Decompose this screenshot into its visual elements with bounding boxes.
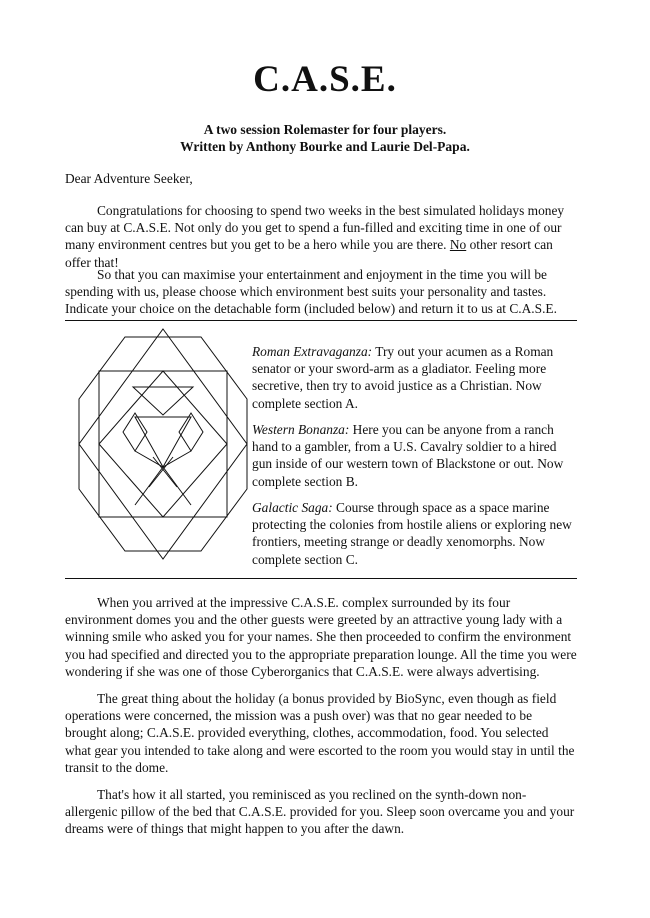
bottom-divider <box>65 578 577 579</box>
story-paragraph-3: That's how it all started, you reminisced as you reclined on the synth-down non-allergenic pillow of the bed that C.A.S.E. provided for you. Sleep soon overcame you and your dreams were of things that might happen to you after the dawn. <box>65 787 575 837</box>
letter-paragraph-1 <box>65 202 577 271</box>
story-paragraph-1: When you arrived at the impressive C.A.S.E. complex surrounded by its four environment domes you and the other guests were greeted by an attractive young lady with a winning smile who asked you for your names. She then proceeded to confirm the environment you had specified and directed you to the appropriate preparation lounge. All the time you were wondering if she was one of those Cyberorganics that C.A.S.E. were always advertising. <box>65 595 577 679</box>
document-subtitle <box>0 121 650 155</box>
p1-text-before: Congratulations for choosing to spend two weeks in the best simulated holidays money can buy at C.A.S.E. Not only do you get to spend a fun-filled and exciting time in one of our many environment centres but you get to be a hero while you are there. <box>65 203 565 253</box>
story-paragraph-2: The great thing about the holiday (a bonus provided by BioSync, even though as field operations were concerned, the mission was a push over) was that no gear needed to be brought along; C.A.S.E. provided everything, clothes, accommodation, food. You selected what gear you intended to take along and were escorted to the room you would stay in until the transit to the dome. <box>65 691 575 775</box>
letter-paragraph-2: So that you can maximise your entertainment and enjoyment in the time you will be spending with us, please choose which environment best suits your personality and tastes. Indicate your choice on the detachable form (included below) and return it to us at C.A.S.E. <box>65 267 557 317</box>
emblem-head-triangle <box>133 387 193 415</box>
subtitle-line-2: Written by Anthony Bourke and Laurie Del-Papa. <box>180 139 470 154</box>
option-western-name: Western Bonanza: <box>252 422 350 437</box>
case-geometric-emblem-icon <box>75 327 251 561</box>
subtitle-line-1: A two session Rolemaster for four players. <box>203 122 447 137</box>
top-divider <box>65 320 577 321</box>
option-roman-name: Roman Extravaganza: <box>252 344 373 359</box>
emblem-body-triangle <box>135 417 191 467</box>
emblem-octagon <box>79 337 247 551</box>
option-galactic-name: Galactic Saga: <box>252 500 333 515</box>
emblem-left-leg <box>135 467 163 505</box>
option-roman-text: Try out your acumen as a Roman senator or your sword-arm as a gladiator. Feeling more secretive, then try to avoid justice as a Christian. Now complete section A. <box>252 344 554 411</box>
option-roman <box>252 343 577 412</box>
emblem-inner-square <box>99 371 227 517</box>
document-title: C.A.S.E. <box>253 59 397 100</box>
emblem-right-leg <box>163 467 191 505</box>
option-western <box>252 421 577 490</box>
emblem-inner-diamond <box>99 371 227 517</box>
letter-greeting: Dear Adventure Seeker, <box>65 171 193 186</box>
p1-text-after: other resort can offer that! <box>65 237 553 270</box>
option-galactic-text: Course through space as a space marine protecting the colonies from hostile aliens or exploring new frontiers, meeting strange or deadly xenomorphs. Now complete section C. <box>252 500 572 567</box>
option-galactic <box>252 499 577 568</box>
p1-emphasis: No <box>449 237 467 253</box>
emblem-outer-diamond <box>79 329 247 559</box>
option-western-text: Here you can be anyone from a ranch hand to a gambler, from a U.S. Cavalry soldier to a hired gun inside of our western town of Blackstone or out. Now complete section B. <box>252 422 564 489</box>
